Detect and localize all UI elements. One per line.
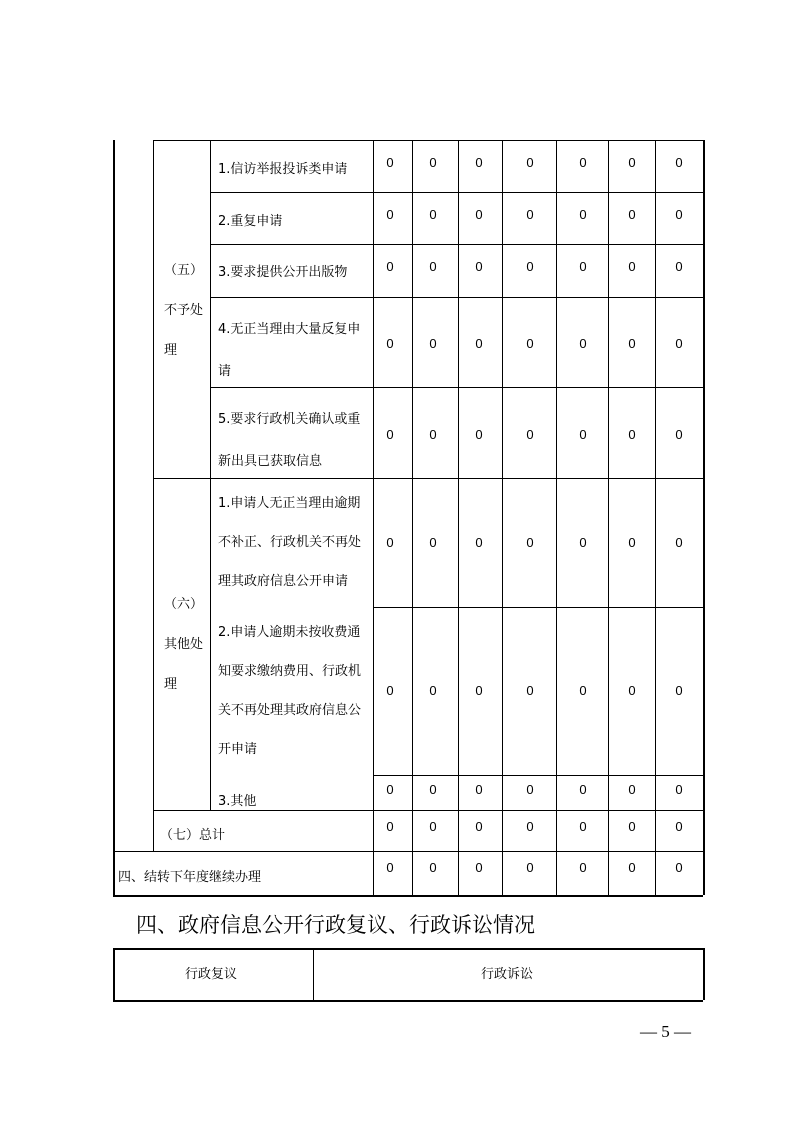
row5-1-value: 0: [579, 155, 587, 170]
carry-left-rule: [113, 851, 115, 895]
row-label: 1.信访举报投诉类申请: [218, 162, 348, 177]
value-col-rule: [703, 140, 705, 895]
row5-1-value: 0: [526, 155, 534, 170]
row6-3-value: 0: [429, 782, 437, 797]
row-rule: [210, 297, 703, 298]
row-rule: [210, 192, 703, 193]
row5-1-value: 0: [628, 155, 636, 170]
row6-2-value: 0: [579, 683, 587, 698]
row-rule: [210, 244, 703, 245]
row6-3-value: 0: [526, 782, 534, 797]
carry-value: 0: [475, 860, 483, 875]
row5-4-value: 0: [628, 336, 636, 351]
row6-2-value: 0: [628, 683, 636, 698]
group-rule: [153, 478, 703, 479]
section-heading: 四、政府信息公开行政复议、行政诉讼情况: [136, 913, 535, 937]
row5-5-value: 0: [526, 427, 534, 442]
row-label-line: 5.要求行政机关确认或重: [218, 412, 361, 427]
sec4-top-rule: [113, 948, 703, 950]
row6-3-value: 0: [628, 782, 636, 797]
row-label-line: 关不再处理其政府信息公: [218, 703, 362, 718]
row5-3-value: 0: [579, 259, 587, 274]
row5-5-value: 0: [675, 427, 683, 442]
row-label: 3.其他: [218, 794, 257, 809]
outer-left-rule: [113, 140, 115, 851]
value-col-rule: [412, 140, 413, 895]
carry-value: 0: [675, 860, 683, 875]
row5-2-value: 0: [526, 207, 534, 222]
row-label-line: 知要求缴纳费用、行政机: [218, 664, 362, 679]
row-rule: [373, 775, 703, 776]
row6-2-value: 0: [526, 683, 534, 698]
total-value: 0: [526, 819, 534, 834]
row6-1-value: 0: [628, 535, 636, 550]
total-value: 0: [429, 819, 437, 834]
total-value: 0: [628, 819, 636, 834]
row6-3-value: 0: [386, 782, 394, 797]
row6-2-value: 0: [675, 683, 683, 698]
row-label-line: 1.申请人无正当理由逾期: [218, 496, 361, 511]
row5-1-value: 0: [429, 155, 437, 170]
row5-4-value: 0: [429, 336, 437, 351]
row-label-line: 不补正、行政机关不再处: [218, 535, 362, 550]
row5-5-value: 0: [628, 427, 636, 442]
row-label-line: 开申请: [218, 742, 258, 757]
row5-3-value: 0: [628, 259, 636, 274]
carry-value: 0: [386, 860, 394, 875]
row6-3-value: 0: [475, 782, 483, 797]
row5-3-value: 0: [386, 259, 394, 274]
row5-2-value: 0: [628, 207, 636, 222]
row5-1-value: 0: [475, 155, 483, 170]
row5-5-value: 0: [429, 427, 437, 442]
row-rule: [210, 387, 703, 388]
row5-2-value: 0: [475, 207, 483, 222]
row-label: 2.重复申请: [218, 214, 283, 229]
carry-value: 0: [526, 860, 534, 875]
row5-2-value: 0: [675, 207, 683, 222]
carry-over-label: 四、结转下年度继续办理: [118, 870, 262, 885]
row-rule: [373, 607, 703, 608]
row5-5-value: 0: [475, 427, 483, 442]
value-col-rule: [556, 140, 557, 895]
value-col-rule: [608, 140, 609, 895]
row5-3-value: 0: [675, 259, 683, 274]
row6-1-value: 0: [429, 535, 437, 550]
row5-4-value: 0: [675, 336, 683, 351]
sec4-left-rule: [113, 948, 115, 1000]
row5-1-value: 0: [675, 155, 683, 170]
row6-2-value: 0: [475, 683, 483, 698]
row-label: 3.要求提供公开出版物: [218, 265, 348, 280]
sec4-mid-rule: [313, 948, 314, 1000]
value-col-rule: [458, 140, 459, 895]
row6-1-value: 0: [579, 535, 587, 550]
row5-4-value: 0: [475, 336, 483, 351]
sec4-right-rule: [703, 948, 705, 1000]
group6-label-line1: （六）: [164, 597, 204, 612]
value-col-rule: [655, 140, 656, 895]
row-label-line: 请: [218, 364, 232, 379]
row-rule: [153, 810, 703, 811]
group6-label-line2: 其他处: [164, 637, 204, 652]
carry-value: 0: [579, 860, 587, 875]
total-value: 0: [579, 819, 587, 834]
total-label: （七）总计: [160, 828, 226, 843]
row5-2-value: 0: [429, 207, 437, 222]
row-label-line: 2.申请人逾期未按收费通: [218, 625, 361, 640]
row5-5-value: 0: [579, 427, 587, 442]
carry-value: 0: [628, 860, 636, 875]
row5-4-value: 0: [579, 336, 587, 351]
sec4-bottom-rule: [113, 1000, 703, 1002]
row5-3-value: 0: [526, 259, 534, 274]
label-col-rule: [210, 140, 211, 810]
row5-2-value: 0: [386, 207, 394, 222]
row6-1-value: 0: [475, 535, 483, 550]
row-label-line: 理其政府信息公开申请: [218, 574, 349, 589]
page-number: — 5 —: [640, 1022, 691, 1041]
row5-2-value: 0: [579, 207, 587, 222]
admin-review-header: 行政复议: [185, 967, 238, 982]
total-value: 0: [386, 819, 394, 834]
row5-3-value: 0: [429, 259, 437, 274]
group5-label-line3: 理: [164, 343, 178, 358]
total-value: 0: [475, 819, 483, 834]
row5-5-value: 0: [386, 427, 394, 442]
carry-value: 0: [429, 860, 437, 875]
row6-1-value: 0: [675, 535, 683, 550]
row6-1-value: 0: [526, 535, 534, 550]
value-col-rule: [502, 140, 503, 895]
row-label-line: 4.无正当理由大量反复申: [218, 322, 361, 337]
bottom-rule: [113, 895, 703, 897]
group5-label-line2: 不予处: [164, 303, 204, 318]
row5-1-value: 0: [386, 155, 394, 170]
value-col-rule: [373, 140, 374, 895]
row6-3-value: 0: [675, 782, 683, 797]
row-label-line: 新出具已获取信息: [218, 454, 323, 469]
row-rule: [113, 851, 703, 852]
row6-1-value: 0: [386, 535, 394, 550]
total-value: 0: [675, 819, 683, 834]
group5-label-line1: （五）: [164, 263, 204, 278]
row5-4-value: 0: [386, 336, 394, 351]
admin-litigation-header: 行政诉讼: [481, 967, 534, 982]
row6-2-value: 0: [429, 683, 437, 698]
row6-3-value: 0: [579, 782, 587, 797]
group6-label-line3: 理: [164, 677, 178, 692]
group-col-rule: [153, 140, 154, 851]
row5-4-value: 0: [526, 336, 534, 351]
row6-2-value: 0: [386, 683, 394, 698]
top-rule: [153, 140, 703, 141]
row5-3-value: 0: [475, 259, 483, 274]
